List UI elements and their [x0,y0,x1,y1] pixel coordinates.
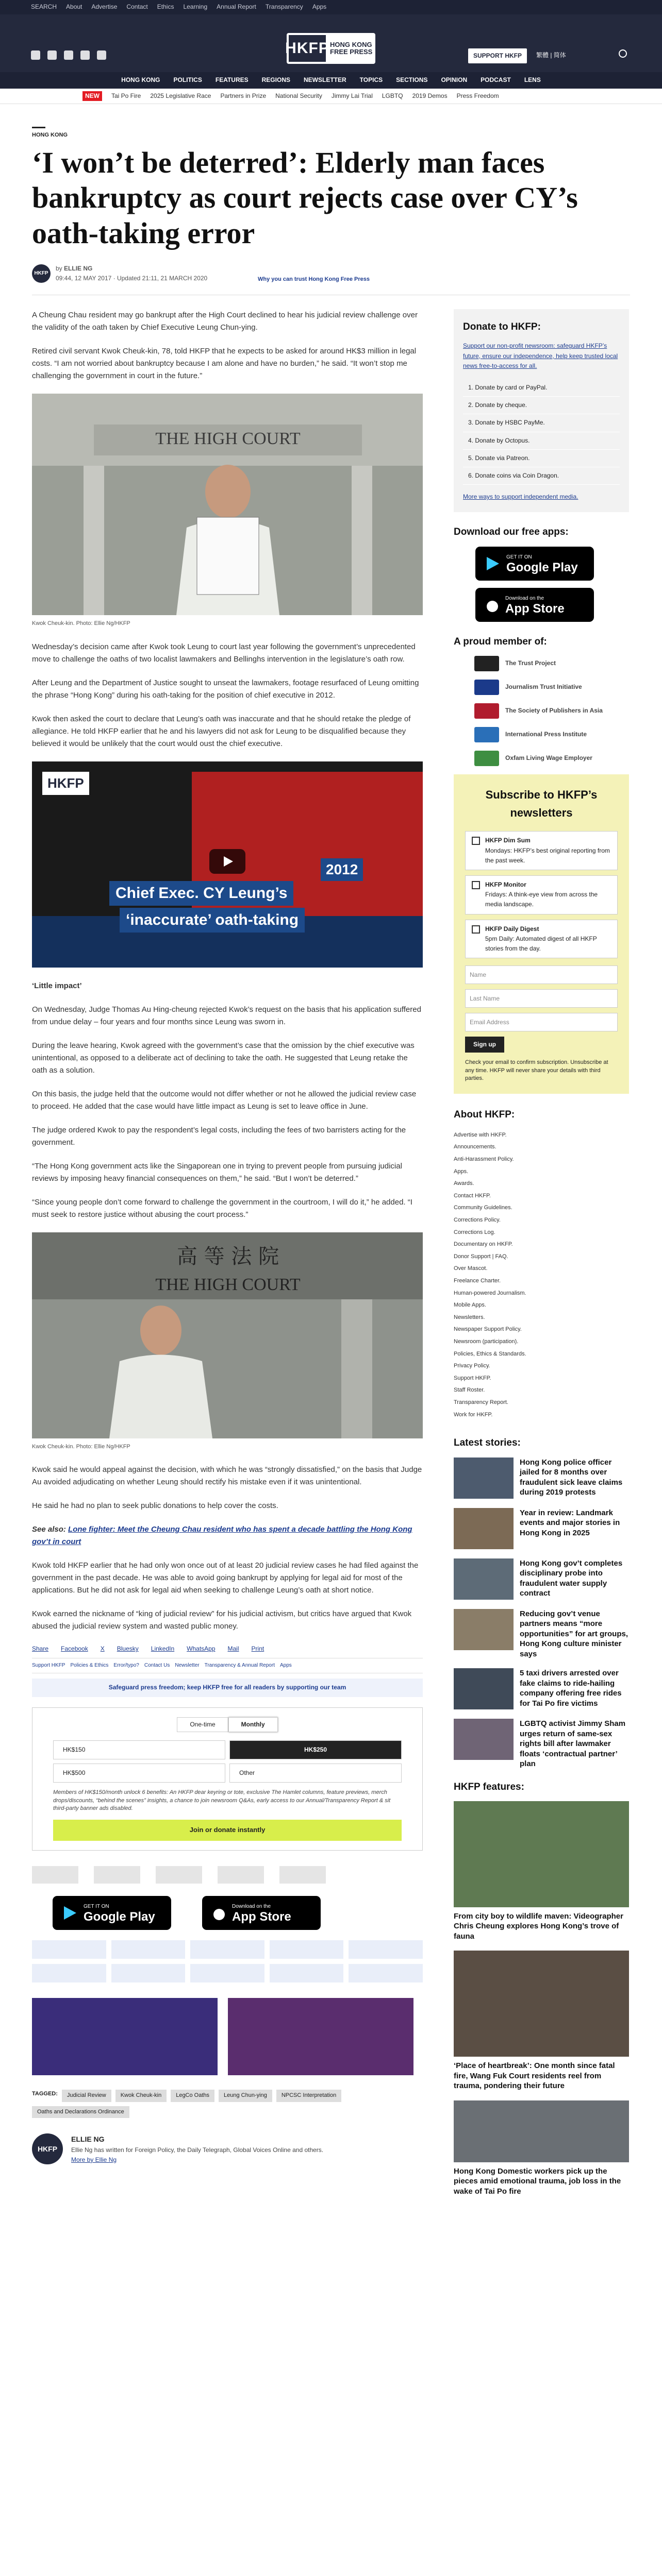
feature-story[interactable]: From city boy to wildlife maven: Videographer Chris Cheung explores Hong Kong’s trove of fauna [454,1801,629,1942]
utility-link-contact[interactable]: Contact [126,3,148,11]
about-link[interactable]: Anti-Harassment Policy. [454,1156,514,1163]
tag[interactable]: Kwok Cheuk-kin [115,2090,167,2102]
trending-link[interactable]: National Security [275,92,322,99]
oxfam-logo[interactable] [279,1866,326,1884]
about-link[interactable]: Newspaper Support Policy. [454,1326,522,1333]
new-badge: NEW [82,91,102,101]
donate-title: Donate to HKFP: [463,321,541,332]
svg-text:高 等 法 院: 高 等 法 院 [176,1244,279,1268]
article-photo [32,394,423,615]
photo-kwok-high-court [32,394,423,615]
video-year: 2012 [321,858,363,882]
about-link[interactable]: Transparency Report. [454,1399,508,1405]
payment-icon[interactable] [32,1940,106,1959]
latest-story[interactable]: 5 taxi drivers arrested over fake claims to ride-hailing company offering free rides for Tai Po fire victims [454,1668,629,1709]
tag[interactable]: NPCSC Interpretation [276,2090,341,2102]
about-link[interactable]: Newsletters. [454,1314,485,1320]
story-thumbnail [454,1719,514,1760]
about-link[interactable]: Work for HKFP. [454,1411,493,1418]
payment-icon[interactable] [190,1964,264,1982]
freq-one-time[interactable]: One-time [177,1717,228,1732]
amount-option[interactable]: HK$500 [53,1764,225,1783]
donate-more-link[interactable]: More ways to support independent media. [463,493,578,501]
byline-prefix: by [56,265,62,272]
footer-google-play-button[interactable]: GET IT ON Google Play [53,1896,171,1930]
tag[interactable]: LegCo Oaths [171,2090,214,2102]
x-icon[interactable] [47,50,57,60]
share-linkedin[interactable]: LinkedIn [151,1645,175,1653]
threads-icon[interactable] [97,50,106,60]
safeguard-banner[interactable]: Safeguard press freedom; keep HKFP free for all readers by supporting our team [32,1679,423,1697]
nav-item-newsletter[interactable]: NEWSLETTER [303,76,346,84]
logo-name: HONG KONG FREE PRESS [330,40,373,56]
svg-text:THE HIGH COURT: THE HIGH COURT [155,429,301,448]
tag[interactable]: Judicial Review [62,2090,111,2102]
byline [32,264,207,283]
amount-option-selected[interactable]: HK$250 [229,1740,402,1759]
about-link[interactable]: Awards. [454,1180,474,1187]
support-hkfp-promo-banner[interactable] [228,1998,413,2075]
about-link[interactable]: Advertise with HKFP. [454,1131,507,1138]
member-title: A proud member of: [454,636,547,647]
about-link[interactable]: Privacy Policy. [454,1363,490,1369]
latest-story[interactable]: Reducing gov’t venue partners means “more opportunities” for art groups, Hong Kong culture minister says [454,1609,629,1659]
paragraph: The judge ordered Kwok to pay the respondent’s legal costs, including the fees of two barristers acting for the government. [32,1125,406,1147]
latest-story[interactable]: Hong Kong gov’t completes disciplinary probe into fraudulent water supply contract [454,1558,629,1600]
nav-item-topics[interactable]: TOPICS [359,76,383,84]
amount-option[interactable]: Other [229,1764,402,1783]
paragraph: Wednesday’s decision came after Kwok took Leung to court last year following the government’s unprecedented move to challenge the oaths of two localist lawmakers and Bellinghs intervention in the legislature’s oath row. [32,642,416,664]
last-name-field[interactable]: Last Name [465,989,618,1008]
payment-icon[interactable] [190,1940,264,1959]
utility-link-ethics[interactable]: Ethics [157,3,174,11]
video-caption-line2: ‘inaccurate’ oath-taking [120,908,305,933]
share-bar [32,1644,423,1654]
play-icon [209,849,245,874]
member-jti[interactable]: Journalism Trust Initiative [474,680,629,695]
amount-options [53,1740,402,1783]
features-title: HKFP features: [454,1781,524,1792]
google-play-icon [486,556,500,571]
feature-story[interactable]: Hong Kong Domestic workers pick up the pieces amid emotional trauma, job loss in the wake of Tai Po fire [454,2100,629,2197]
members-note: Members of HK$150/month unlock 6 benefits: An HKFP dear keyring or tote, exclusive The Hamlet columns, feature previews, merch drops/discounts, “behind the scenes” insights, a chance to join newsroom Q&As, early access to our Annual/Transparency Report & sit third-party banner ads disabled. [53,1789,391,1811]
footer-link[interactable]: Policies & Ethics [70,1663,109,1669]
article-body [32,309,423,2165]
sidebar [454,309,629,2206]
photo-kwok-court-sign [32,1232,423,1438]
feature-image [454,1951,629,2057]
see-also [32,1523,423,1548]
promo-banners [32,1998,423,2075]
about-link[interactable]: Support HKFP. [454,1375,491,1381]
apple-icon [212,1905,226,1921]
video-player[interactable] [32,761,423,968]
newsletter-option-dim-sum[interactable]: HKFP Dim Sum Mondays: HKFP’s best original reporting from the past week. [465,831,618,870]
photo-caption: Kwok Cheuk-kin. Photo: Ellie Ng/HKFP [32,620,130,626]
tags-label: TAGGED: [32,2091,58,2097]
member-oxfam[interactable]: Oxfam Living Wage Employer [474,751,629,766]
latest-story[interactable]: LGBTQ activist Jimmy Sham urges return of same-sex rights bill after lawmaker floats ‘contractual partner’ plan [454,1719,629,1769]
trending-link[interactable]: Tai Po Fire [111,92,141,99]
trust-link[interactable]: Why you can trust Hong Kong Free Press [258,276,370,282]
about-link[interactable]: Corrections Log. [454,1229,495,1235]
author-avatar[interactable]: HKFP [32,264,51,283]
trending-link[interactable]: Partners in Prize [220,92,267,99]
trending-link[interactable]: Press Freedom [456,92,499,99]
utility-link-annual-report[interactable]: Annual Report [217,3,256,11]
story-thumbnail [454,1609,514,1650]
payment-icon[interactable] [32,1964,106,1982]
member-sopa[interactable]: The Society of Publishers in Asia [474,703,629,719]
nav-item-features[interactable]: FEATURES [215,76,249,84]
payment-icon[interactable] [270,1964,344,1982]
youtube-icon[interactable] [80,50,90,60]
story-thumbnail [454,1558,514,1600]
nav-item-lens[interactable]: LENS [524,76,541,84]
utility-link-transparency[interactable]: Transparency [265,3,303,11]
video-caption-line1: Chief Exec. CY Leung’s [109,881,293,906]
footer-link[interactable]: Support HKFP [32,1663,65,1669]
nav-item-podcast[interactable]: PODCAST [481,76,511,84]
paragraph: Kwok earned the nickname of “king of judicial review” for his judicial activism, but critics have argued that Kwok abused the judicial review system and wasted public money. [32,1609,412,1631]
site-logo[interactable] [287,33,375,64]
facebook-icon[interactable] [31,50,40,60]
checkbox-icon[interactable] [472,881,480,889]
footer-link[interactable]: Newsletter [175,1663,200,1669]
paragraph: A Cheung Chau resident may go bankrupt after the High Court declined to hear his judicial review challenge over the validity of the oath taken by Chief Executive Leung Chun-ying. [32,311,418,332]
newsletter-title: Subscribe to HKFP’s newsletters [485,788,598,820]
payment-icon[interactable] [111,1964,186,1982]
trust-project-logo[interactable] [32,1866,78,1884]
member-trust-project[interactable]: The Trust Project [474,656,629,671]
google-play-icon [63,1905,77,1921]
share-whatsapp[interactable]: WhatsApp [187,1645,216,1653]
apple-icon [486,597,499,613]
about-link[interactable]: Human-powered Journalism. [454,1290,526,1296]
main-nav [0,72,662,89]
about-link[interactable]: Community Guidelines. [454,1205,512,1211]
author-box-name[interactable]: ELLIE NG [71,2135,105,2144]
nav-item-sections[interactable]: SECTIONS [396,76,428,84]
sopa-logo[interactable] [156,1866,202,1884]
about-link[interactable]: Documentary on HKFP. [454,1241,513,1248]
payment-icon[interactable] [349,1964,423,1982]
paragraph: “The Hong Kong government acts like the Singaporean one in trying to prevent people from pursuing judicial reviews by imposing heavy financial consequences on them,” he said. “But I won’t be deterred.” [32,1161,402,1183]
donate-method[interactable]: 4. Donate by Octopus. [463,432,620,450]
article-title: ‘I won’t be deterred’: Elderly man faces bankruptcy as court rejects case over CY’s oath-taking error [32,146,578,250]
support-hkfp-button[interactable]: SUPPORT HKFP [468,48,527,63]
utility-link-advertise[interactable]: Advertise [91,3,118,11]
app-store-button[interactable]: Download on the App Store [475,588,594,622]
section-divider [32,127,45,128]
newsletter-option-daily-digest[interactable]: HKFP Daily Digest 5pm Daily: Automated digest of all HKFP stories from the day. [465,920,618,959]
footer-link[interactable]: Error/typo? [113,1663,139,1669]
photo-caption: Kwok Cheuk-kin. Photo: Ellie Ng/HKFP [32,1443,130,1450]
about-link[interactable]: Announcements. [454,1144,496,1150]
about-link[interactable]: Contact HKFP. [454,1192,491,1199]
paragraph: Kwok said he would appeal against the decision, with which he was “strongly dissatisfied,” on the basis that Judge Au avoided adjudicating on whether Leung should rectify his mistake even if it was unintentional. [32,1465,422,1487]
footer-app-badges [53,1896,423,1930]
donate-method[interactable]: 5. Donate via Patreon. [463,450,620,467]
about-link[interactable]: Policies, Ethics & Standards. [454,1350,526,1357]
trending-link[interactable]: LGBTQ [382,92,403,99]
paragraph: After Leung and the Department of Justice sought to unseat the lawmakers, footage resurfaced of Leung omitting the phrase “Hong Kong” during his oath-taking for the position of chief executive in 2012. [32,678,419,700]
feature-image [454,2100,629,2162]
see-also-label: See also: [32,1525,66,1534]
more-by-author-link[interactable]: More by Ellie Ng [71,2156,117,2163]
signup-note: Check your email to confirm subscription. Unsubscribe at any time. HKFP will never share your details with third parties. [465,1059,608,1082]
tag[interactable]: Leung Chun-ying [219,2090,272,2102]
name-field[interactable]: Name [465,965,618,984]
paragraph: On this basis, the judge held that the outcome would not differ whether or not he allowed the judicial review case to proceed. He added that the case would have little impact as Leung is set to leave office in June. [32,1089,417,1111]
paragraph: Kwok told HKFP earlier that he had only won once out of at least 20 judicial review cases he had filed against the government in the past decade. He was able to avoid going bankrupt by applying for legal aid for most of the applications. But he did not ask for legal aid when seeking to challenge Leung’s oath at short notice. [32,1561,419,1595]
about-link[interactable]: Over Mascot. [454,1265,488,1272]
signup-button[interactable]: Sign up [465,1037,504,1053]
payment-icon[interactable] [111,1940,186,1959]
donate-method[interactable]: 6. Donate coins via Coin Dragon. [463,467,620,485]
social-links [31,50,106,60]
article-photo-2 [32,1232,423,1438]
nav-item-politics[interactable]: POLITICS [173,76,202,84]
payment-icon[interactable] [349,1940,423,1959]
subheading: ‘Little impact’ [32,981,82,990]
author-name[interactable]: ELLIE NG [64,265,93,272]
utility-link-learning[interactable]: Learning [183,3,208,11]
video-logo: HKFP [42,772,89,795]
donate-box [454,309,629,512]
member-ipi[interactable]: International Press Institute [474,727,629,742]
newsletter-box [454,774,629,1094]
ethics-promo-banner[interactable] [32,1998,218,2075]
latest-story[interactable]: Hong Kong police officer jailed for 8 months over fraudulent sick leave claims during 2019 protests [454,1458,629,1499]
join-donate-button[interactable]: Join or donate instantly [53,1820,402,1841]
trending-bar [0,89,662,104]
nav-item-hong-kong[interactable]: HONG KONG [121,76,160,84]
tag[interactable]: Oaths and Declarations Ordinance [32,2106,129,2119]
about-link[interactable]: Corrections Policy. [454,1217,501,1224]
checkbox-icon[interactable] [472,837,480,845]
donate-method[interactable]: 1. Donate by card or PayPal. [463,379,620,397]
paragraph: Retired civil servant Kwok Cheuk-kin, 78, told HKFP that he expects to be asked for around HK$3 million in legal costs. “I am not worried about bankruptcy because I am alone and have no burden,” he said. “It won’t stop me challenging the government in court in the future.” [32,347,417,380]
feature-story[interactable]: ‘Place of heartbreak’: One month since fatal fire, Wang Fuk Court residents reel from trauma, pondering their future [454,1951,629,2091]
newsletter-option-monitor[interactable]: HKFP Monitor Fridays: A think-eye view from across the media landscape. [465,875,618,914]
google-play-button[interactable]: GET IT ON Google Play [475,547,594,581]
amount-option[interactable]: HK$150 [53,1740,225,1759]
language-switch[interactable]: 繁體 | 简体 [536,52,566,59]
footer-member-logos [32,1866,423,1884]
ipi-logo[interactable] [218,1866,264,1884]
donate-method[interactable]: 3. Donate by HSBC PayMe. [463,414,620,432]
story-thumbnail [454,1508,514,1549]
trending-link[interactable]: Jimmy Lai Trial [331,92,373,99]
see-also-link[interactable]: Lone fighter: Meet the Cheung Chau resident who has spent a decade battling the Hong Kong gov’t in court [32,1525,412,1547]
about-list [454,1129,629,1421]
trending-link[interactable]: 2025 Legislative Race [150,92,211,99]
svg-text:THE HIGH COURT: THE HIGH COURT [155,1275,301,1294]
story-thumbnail [454,1668,514,1709]
search-icon[interactable] [619,49,627,58]
author-bio: Ellie Ng has written for Foreign Policy, the Daily Telegraph, Global Voices Online and others. [71,2146,324,2154]
payment-icon[interactable] [270,1940,344,1959]
play-button[interactable] [209,849,245,874]
trending-link[interactable]: 2019 Demos [412,92,448,99]
jti-logo[interactable] [94,1866,140,1884]
paragraph: Kwok then asked the court to declare that Leung’s oath was inaccurate and that he should retake the pledge of allegiance. He told HKFP earlier that he and his lawyers did not ask for Leung to be disqualified because they believed it would be unlikely that the court would oust the chief executive. [32,714,411,748]
publish-date: 09:44, 12 MAY 2017 · Updated 21:11, 21 MARCH 2020 [56,275,208,282]
apps-title: Download our free apps: [454,527,569,538]
footer-app-store-button[interactable]: Download on the App Store [202,1896,321,1930]
donate-intro[interactable]: Support our non-profit newsroom: safeguard HKFP’s future, ensure our independence, help keep trusted local news free-to-access for all. [463,342,618,369]
author-box-avatar[interactable]: HKFP [32,2133,63,2164]
section-label[interactable]: HONG KONG [32,132,68,138]
utility-bar [0,0,662,14]
donation-form [32,1707,423,1851]
about-link[interactable]: Apps. [454,1168,469,1175]
paragraph: “Since young people don’t come forward to challenge the government in the courtroom, I will do it,” he added. “I must seek to restore justice without abusing the court process.” [32,1197,412,1219]
about-link[interactable]: Mobile Apps. [454,1302,486,1309]
latest-story[interactable]: Year in review: Landmark events and major stories in Hong Kong in 2025 [454,1508,629,1549]
footer-link[interactable]: Transparency & Annual Report [204,1663,275,1669]
share-mail[interactable]: Mail [227,1645,239,1653]
donate-method[interactable]: 2. Donate by cheque. [463,397,620,414]
article-footer-links [32,1658,423,1673]
about-link[interactable]: Staff Roster. [454,1387,485,1394]
donate-methods [463,379,620,485]
share-x[interactable]: X [100,1645,105,1653]
utility-link-search[interactable]: SEARCH [31,3,57,11]
instagram-icon[interactable] [64,50,73,60]
utility-link-apps[interactable]: Apps [312,3,327,11]
share-facebook[interactable]: Facebook [61,1645,88,1653]
about-link[interactable]: Newsroom (participation). [454,1338,519,1345]
about-link[interactable]: Freelance Charter. [454,1277,501,1284]
paragraph: He said he had no plan to seek public donations to help cover the costs. [32,1501,278,1511]
share-label[interactable]: Share [32,1645,49,1653]
freq-monthly[interactable]: Monthly [228,1717,278,1732]
tag-list [32,2090,423,2118]
utility-link-about[interactable]: About [66,3,82,11]
checkbox-icon[interactable] [472,925,480,934]
latest-title: Latest stories: [454,1437,521,1449]
nav-item-opinion[interactable]: OPINION [441,76,468,84]
nav-item-regions[interactable]: REGIONS [261,76,290,84]
story-thumbnail [454,1458,514,1499]
about-link[interactable]: Donor Support | FAQ. [454,1253,508,1260]
paragraph: During the leave hearing, Kwok agreed with the government’s case that the omission by the chief executive was unintentional, as opposed to a deliberate act of declining to take the oath. He suggested that Leung retake the oath as a solution. [32,1041,415,1075]
feature-image [454,1801,629,1907]
about-title: About HKFP: [454,1109,515,1121]
masthead [0,14,662,72]
frequency-toggle [53,1717,402,1732]
paragraph: On Wednesday, Judge Thomas Au Hing-cheung rejected Kwok’s request on the basis that his application suffered from undue delay – four years and four months since Leung was sworn in. [32,1005,421,1026]
logo-mark: HKFP [289,35,326,62]
share-print[interactable]: Print [251,1645,264,1653]
footer-link[interactable]: Apps [279,1663,292,1669]
email-field[interactable]: Email Address [465,1013,618,1031]
footer-link[interactable]: Contact Us [144,1663,170,1669]
share-bluesky[interactable]: Bluesky [117,1645,139,1653]
payment-method-grid [32,1940,423,1982]
author-box [32,2133,423,2165]
